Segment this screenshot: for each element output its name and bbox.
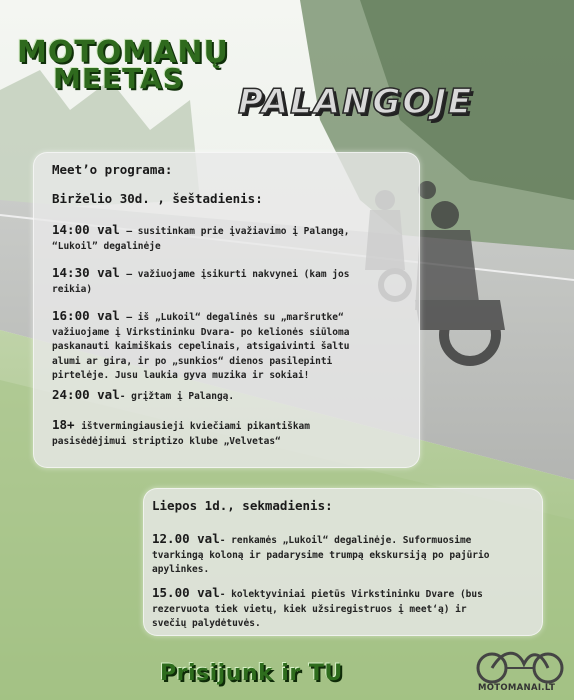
saturday-date: Birželio 30d. , šeštadienis:: [52, 191, 263, 206]
item-time: 14:30 val: [52, 265, 120, 280]
program-item: 12.00 val- renkamės „Lukoil“ degalinėje. Suformuosime tvarkingą koloną ir padarysime trumpą ekskursiją po pajūrio apylinkes.: [152, 531, 490, 575]
item-time: 12.00 val: [152, 531, 220, 546]
item-time: 16:00 val: [52, 308, 120, 323]
slogan: Prisijunk ir TU: [160, 661, 343, 686]
program-item: 14:00 val – susitinkam prie įvažiavimo į Palangą, “Lukoil” degalinėje: [52, 222, 350, 252]
logo-text[interactable]: MOTOMANAI.LT: [478, 683, 556, 693]
title-line-1: MOTOMANŲ: [17, 35, 229, 70]
program-item: 16:00 val – iš „Lukoil“ degalinės su „maršrutke“ važiuojame į Virkstininku Dvara- po kelionės siūloma paskanauti kaimiškais cepelinais, atsigaivinti šaltu alumi ar gira, ir po „sunkios“ dienos pasilepinti pirtelėje. Jusu laukia gyva muzika ir sokiai!: [52, 308, 350, 381]
program-item: 18+ ištvermingiausieji kviečiami pikantiškam pasisėdėjimui striptizo klube „Velvetas“: [52, 417, 310, 447]
program-item: 14:30 val – važiuojame įsikurti nakvynei (kam jos reikia): [52, 265, 350, 295]
title-line-3: PALANGOJE: [238, 82, 474, 122]
item-time: 24:00 val: [52, 387, 120, 402]
item-time: 14:00 val: [52, 222, 120, 237]
title-line-2: MEETAS: [53, 62, 184, 95]
item-time: 15.00 val: [152, 585, 220, 600]
sunday-date: Liepos 1d., sekmadienis:: [152, 498, 333, 513]
item-time: 18+: [52, 417, 75, 432]
program-item: 15.00 val- kolektyviniai pietūs Virkstininku Dvare (bus rezervuota tiek vietų, kiek užsiregistruos į meet‘ą) ir svečių palydėtuvės.: [152, 585, 483, 629]
program-heading: Meet’o programa:: [52, 162, 173, 177]
program-item: 24:00 val- grįžtam į Palangą.: [52, 387, 235, 402]
